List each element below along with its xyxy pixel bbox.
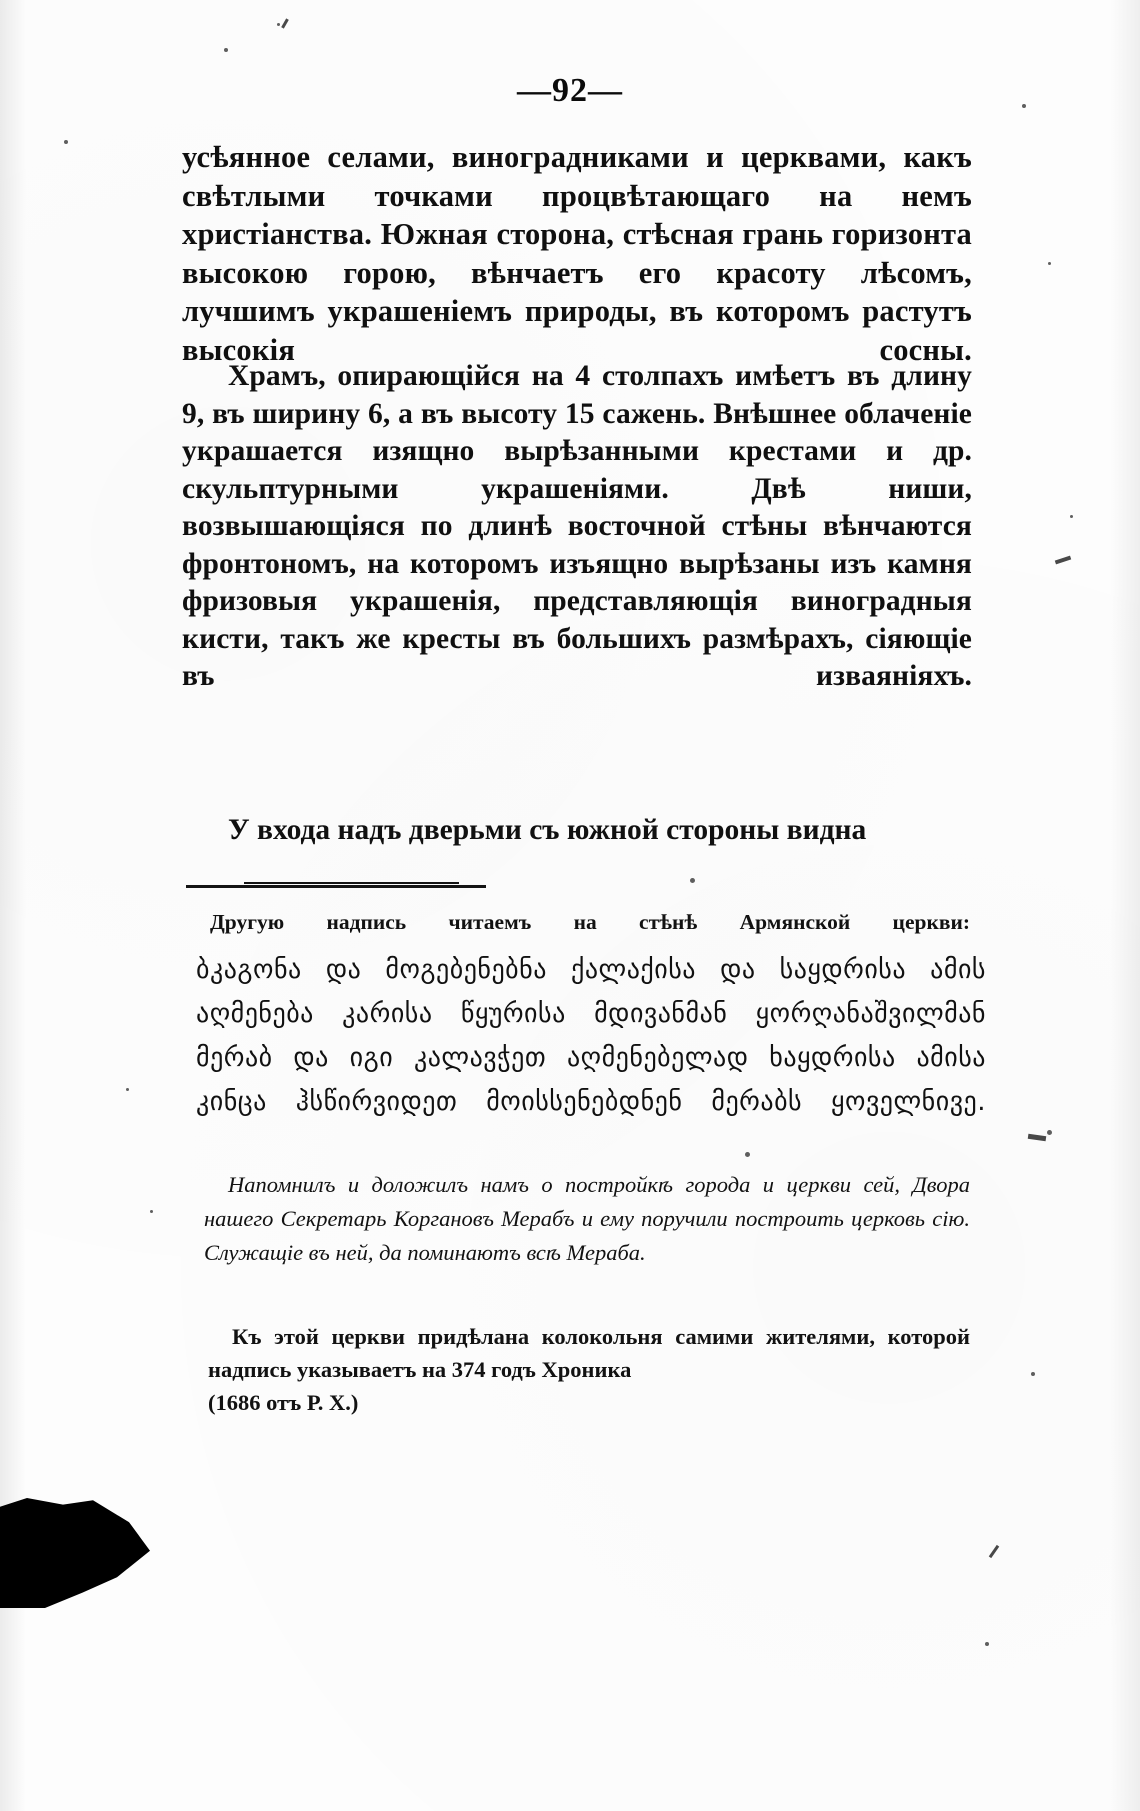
footnote-divider [186, 885, 486, 888]
footnote-closing [208, 1320, 970, 1419]
scan-speck [1070, 515, 1073, 518]
scan-speck [277, 23, 280, 26]
page-number: —92— [517, 72, 623, 109]
page-edge-shadow-left [0, 0, 26, 1811]
paragraph-entrance-text: У входа надъ дверьми съ южной стороны видна [228, 814, 867, 846]
scan-speck [1022, 104, 1026, 108]
scan-speck [1047, 1130, 1052, 1135]
closing-text-2: (1686 отъ Р. X.) [208, 1390, 359, 1415]
scan-tick [281, 18, 289, 28]
scan-tick [989, 1545, 999, 1558]
closing-line-1-wrap [208, 1320, 970, 1386]
scan-speck [1048, 262, 1051, 265]
scan-speck [1031, 1372, 1035, 1376]
translation-text: Напомнилъ и доложилъ намъ о постройкѣ города и церкви сей, Двора нашего Секретарь Корганoвъ Мерабъ и ему поручили построить церковь сію. Служащіе въ ней, да поминаютъ всѣ Мераба. [204, 1172, 970, 1265]
inscription-translation [204, 1168, 970, 1270]
footnote-intro: Другую надпись читаемъ на стѣнѣ Армянской церкви: [210, 910, 970, 934]
scan-speck [224, 48, 228, 52]
scan-speck [985, 1642, 989, 1646]
scan-speck [150, 1210, 153, 1213]
paragraph-temple-description [182, 358, 972, 696]
scan-speck [126, 1088, 129, 1091]
paragraph-temple-text: Храмъ, опирающійся на 4 столпахъ имѣетъ въ длину 9, въ ширину 6, а въ высоту 15 сажень. Внѣшнее облаченіе украшается изящно вырѣзанными крестами и др. скульптурными украшеніями. Двѣ ниши, возвышающіяся по длинѣ восточной стѣны вѣнчаются фронтономъ, на которомъ изъящно вырѣзаны изъ камня фризовыя украшенія, представляющія виноградныя кисти, такъ же кресты въ большихъ размѣрахъ, сіяющіе въ изваяніяхъ. [182, 360, 972, 692]
scan-speck [745, 1152, 750, 1157]
page-edge-shadow-right [1110, 0, 1140, 1811]
georgian-inscription: ბკაგონა და მოგებენებნა ქალაქისა და საყდრისა ამის აღმენება კარისა წყურისა მდივანმან ყორღანაშვილმან მერაბ და იგი კალავჭეთ აღმენებელად ხაყდრისა ამისა კინცა ჰსწირვიდეთ მოისსენებდნენ მერაბს ყოველნივე. [196, 955, 986, 1117]
scan-tick [1055, 556, 1071, 565]
paragraph-first: усѣянное селами, виноградниками и церквами, какъ свѣтлыми точками процвѣтающаго на немъ христіанства. Южная сторона, стѣсная грань горизонта высокою горою, вѣнчаетъ его красоту лѣсомъ, лучшимъ украшеніемъ природы, въ которомъ растутъ высокія сосны. [182, 140, 972, 367]
scan-speck [64, 140, 68, 144]
scan-tick [1028, 1134, 1047, 1141]
paragraph-entrance [182, 812, 972, 850]
closing-text-1: Къ этой церкви придѣлана колокольня самими жителями, которой надпись указываетъ на 374 годъ Хроника [208, 1324, 970, 1382]
scan-speck [690, 878, 695, 883]
